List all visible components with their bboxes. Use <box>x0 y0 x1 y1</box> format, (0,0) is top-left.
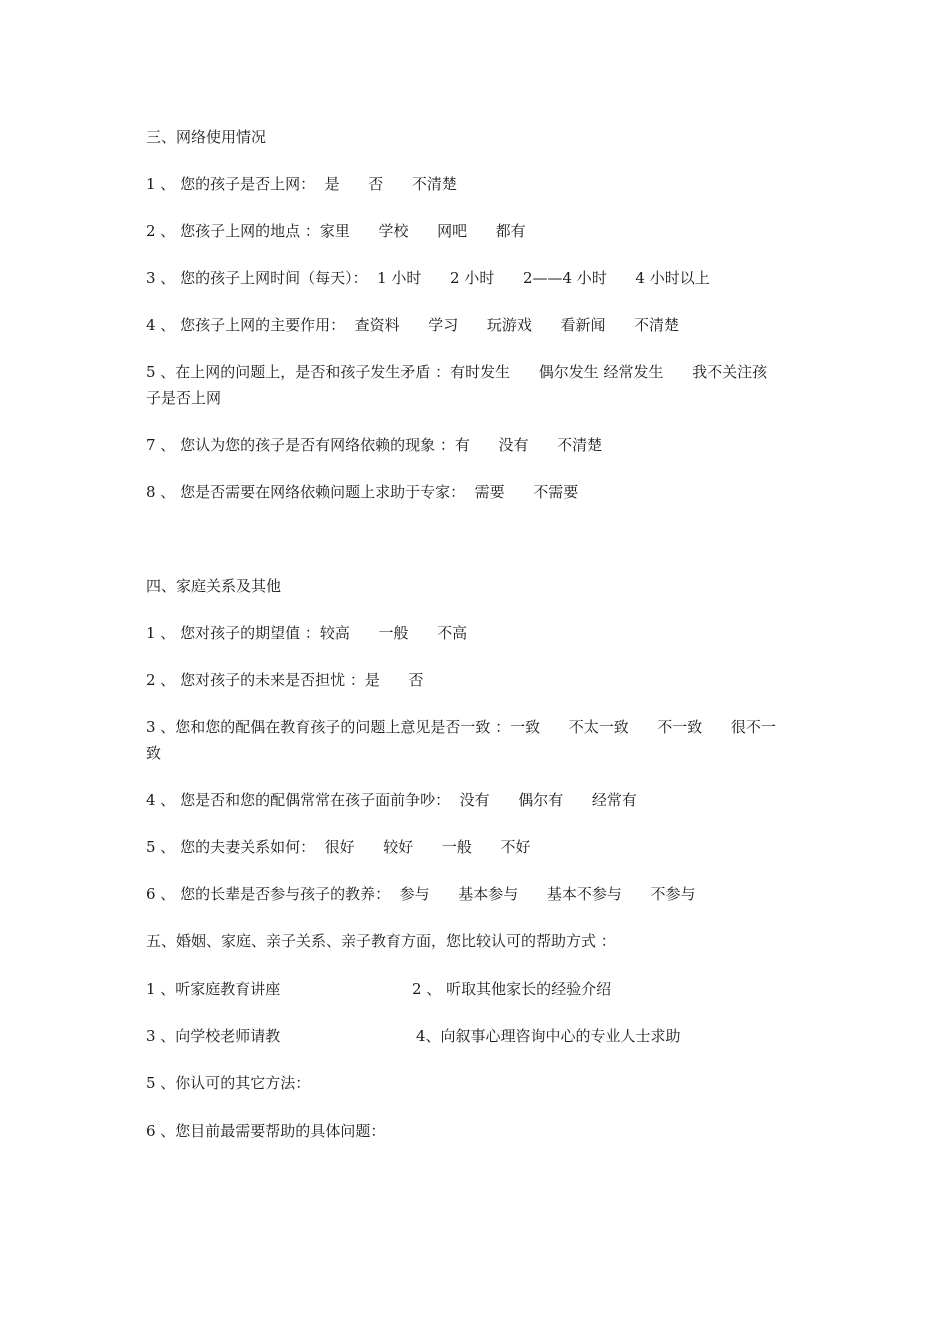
section3-heading: 三、网络使用情况 <box>146 128 267 146</box>
s4-question-1: 1 、 您对孩子的期望值 ：较高 一般 不高 <box>146 624 468 642</box>
s5-option-4: 4、向叙事心理咨询中心的专业人士求助 <box>416 1027 681 1045</box>
s5-option-1: 1 、听家庭教育讲座 <box>146 980 281 998</box>
section4-heading: 四、家庭关系及其他 <box>146 577 282 595</box>
s3-question-8: 8 、 您是否需要在网络依赖问题上求助于专家： 需要 不需要 <box>146 483 579 501</box>
s4-question-3-line1: 3 、您和您的配偶在教育孩子的问题上意见是否一致 ：一致 不太一致 不一致 很不一 <box>146 718 776 736</box>
s4-question-4: 4 、 您是否和您的配偶常常在孩子面前争吵： 没有 偶尔有 经常有 <box>146 791 637 809</box>
s3-question-3: 3 、 您的孩子上网时间（每天）： 1 小时 2 小时 2——4 小时 4 小时以上 <box>146 269 710 287</box>
s4-question-2: 2 、 您对孩子的未来是否担忧 ：是 否 <box>146 671 424 689</box>
s4-question-3-line2: 致 <box>146 744 162 762</box>
s3-question-2: 2 、 您孩子上网的地点 ：家里 学校 网吧 都有 <box>146 222 526 240</box>
s3-question-1: 1 、 您的孩子是否上网： 是 否 不清楚 <box>146 175 457 193</box>
section5-heading: 五、婚姻、家庭、亲子关系、亲子教育方面，您比较认可的帮助方式 ： <box>146 932 616 950</box>
s5-option-5: 5 、你认可的其它方法： <box>146 1074 311 1092</box>
s5-option-6: 6 、您目前最需要帮助的具体问题： <box>146 1122 386 1140</box>
s3-question-5-line1: 5 、在上网的问题上，是否和孩子发生矛盾 ：有时发生 偶尔发生 经常发生 我不关注孩 <box>146 363 768 381</box>
s4-question-5: 5 、 您的夫妻关系如何： 很好 较好 一般 不好 <box>146 838 531 856</box>
s3-question-7: 7 、 您认为您的孩子是否有网络依赖的现象 ：有 没有 不清楚 <box>146 436 603 454</box>
s3-question-5-line2: 子是否上网 <box>146 389 222 407</box>
s4-question-6: 6 、 您的长辈是否参与孩子的教养： 参与 基本参与 基本不参与 不参与 <box>146 885 696 903</box>
s5-option-3: 3 、向学校老师请教 <box>146 1027 281 1045</box>
s3-question-4: 4 、 您孩子上网的主要作用： 查资料 学习 玩游戏 看新闻 不清楚 <box>146 316 680 334</box>
s5-option-2: 2 、 听取其他家长的经验介绍 <box>412 980 612 998</box>
